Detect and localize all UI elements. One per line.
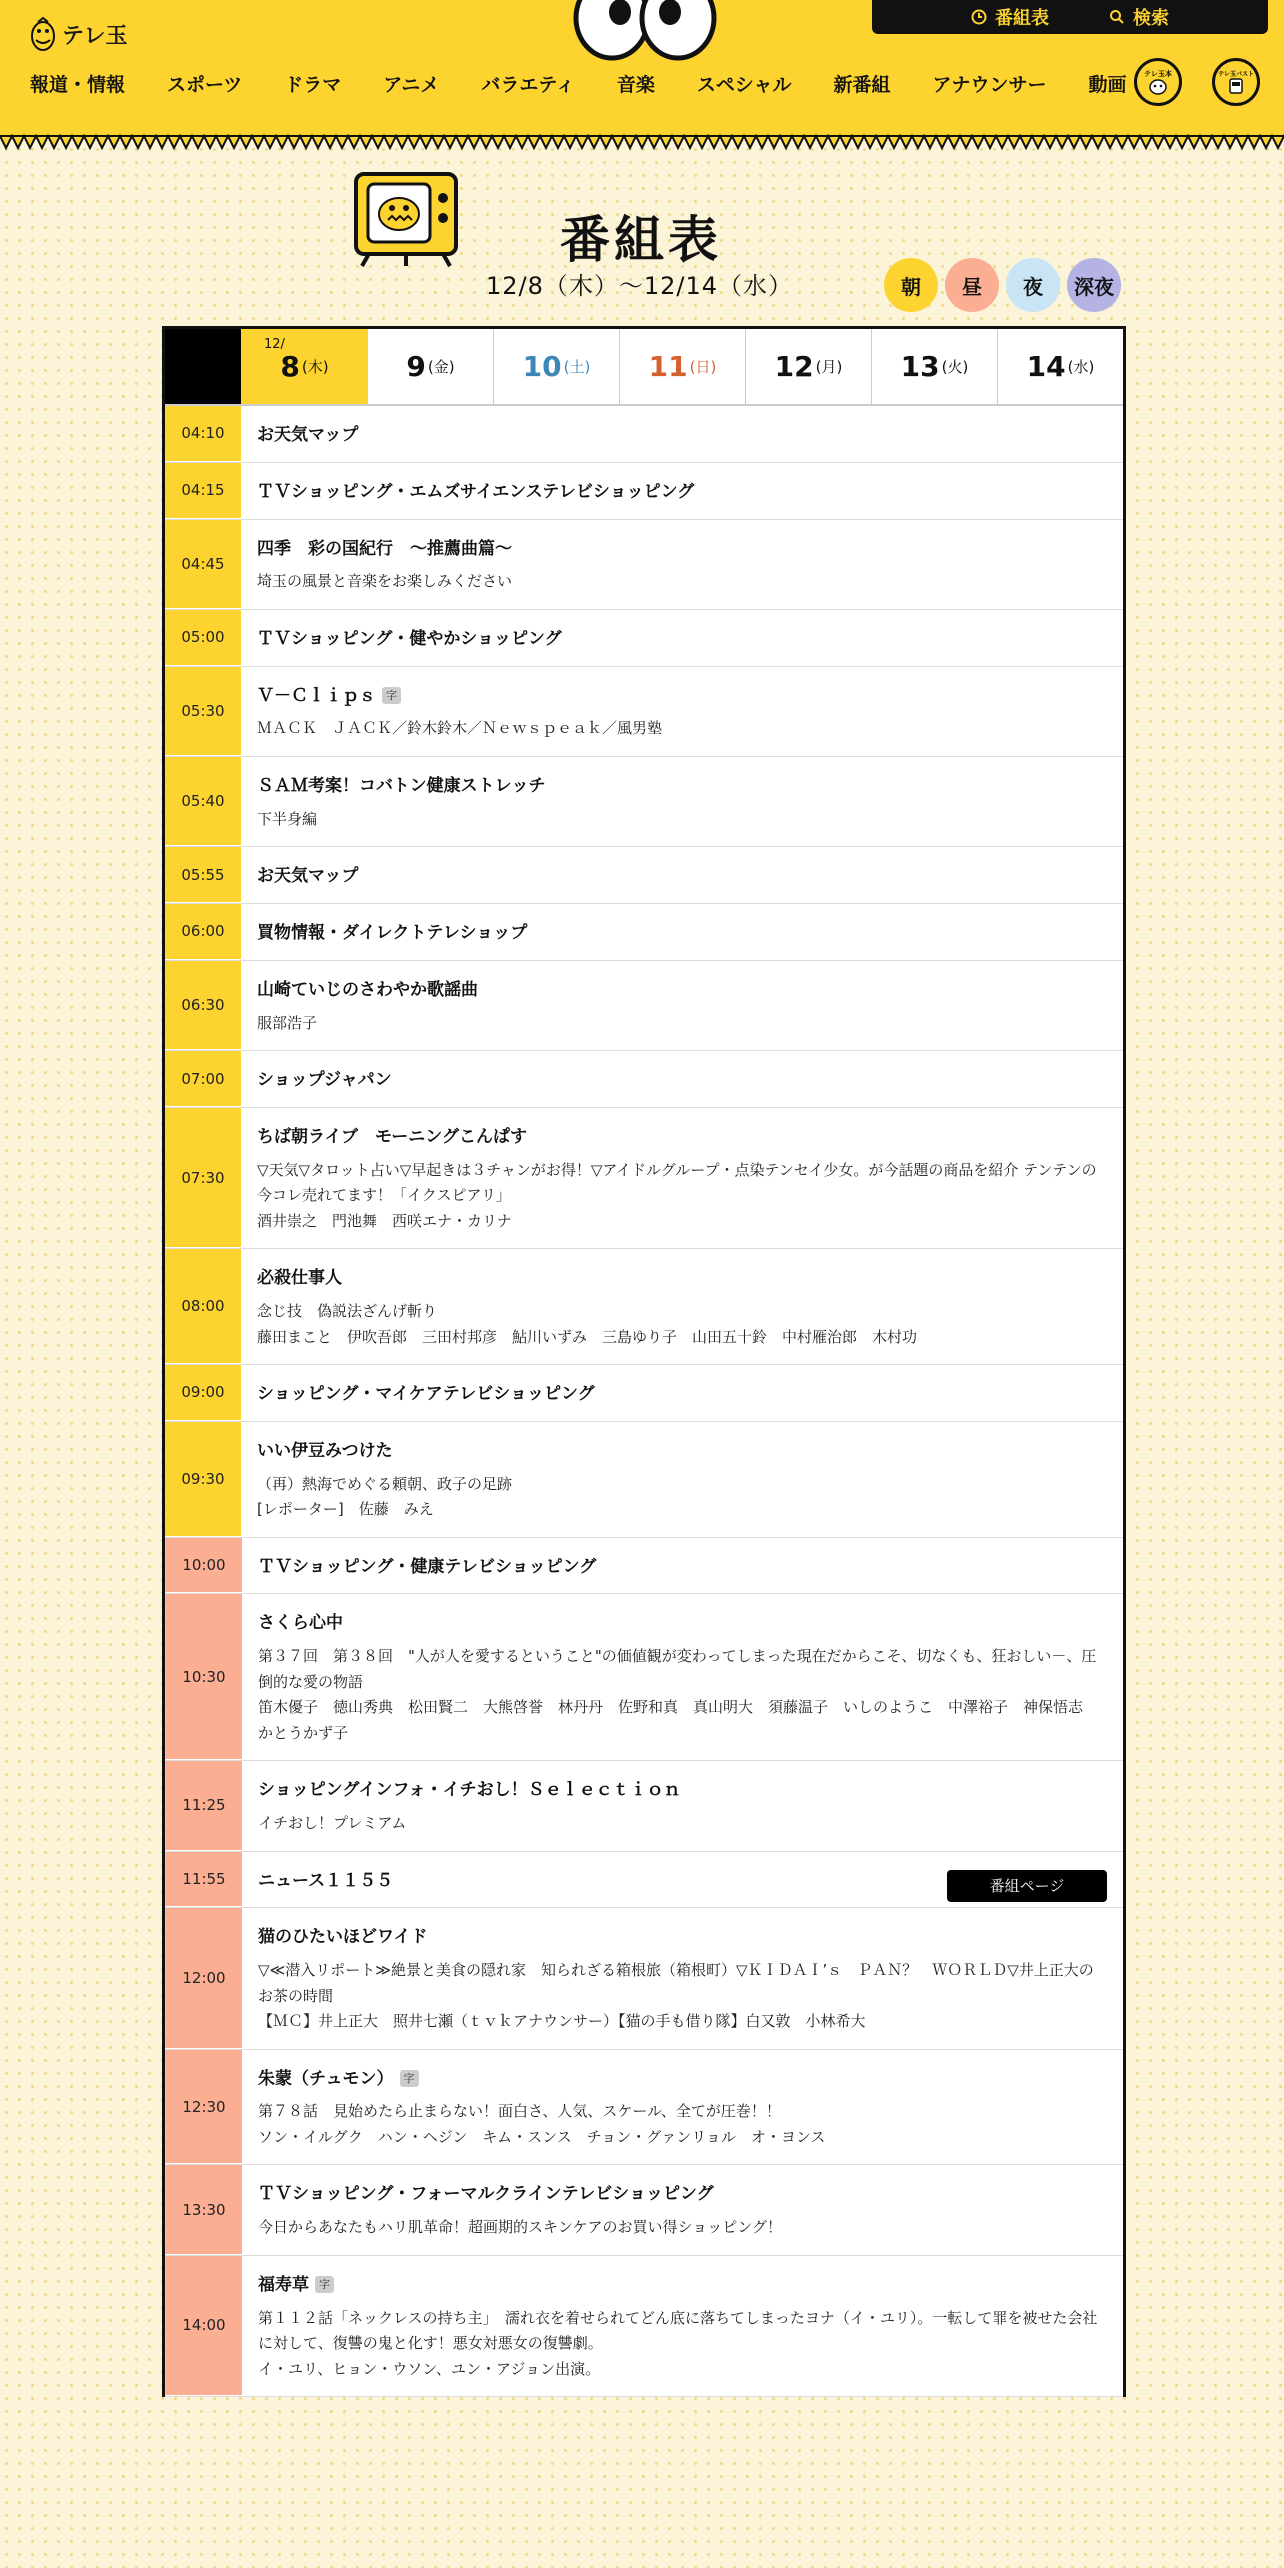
- program-title[interactable]: [257, 979, 1107, 1003]
- logo-text: テレ玉: [62, 23, 128, 49]
- day-tab[interactable]: [367, 329, 493, 404]
- program-title[interactable]: [257, 1126, 1107, 1150]
- program-time: 07:30: [165, 1108, 241, 1248]
- program-title[interactable]: [257, 628, 1107, 652]
- program-description-line: 下半身編: [257, 809, 318, 828]
- program-title[interactable]: [258, 2068, 1107, 2092]
- program-row: [165, 2050, 1123, 2166]
- schedule-link-label: 番組表: [995, 8, 1049, 29]
- program-cell: [241, 406, 1123, 462]
- day-tab-weekday: (水): [1067, 358, 1095, 376]
- program-title[interactable]: [258, 1779, 1107, 1803]
- program-title[interactable]: [257, 922, 1107, 946]
- program-cell: [242, 2165, 1123, 2254]
- book-icon[interactable]: [1134, 58, 1182, 106]
- program-row: [165, 847, 1123, 904]
- program-title-text: 買物情報・ダイレクトテレショップ: [257, 923, 528, 944]
- program-title[interactable]: [258, 1556, 1107, 1580]
- program-description-line: イチおし！プレミアム: [258, 1814, 407, 1833]
- program-time: 06:30: [165, 961, 241, 1050]
- program-description-line: 念じ技 偽説法ざんげ斬り: [257, 1302, 438, 1321]
- program-row: [165, 1365, 1123, 1422]
- program-row: [165, 961, 1123, 1051]
- program-cell: [241, 757, 1123, 846]
- program-page-button[interactable]: 番組ページ: [947, 1870, 1107, 1902]
- program-cell: [242, 2256, 1123, 2396]
- mascot-eyes-icon: [570, 0, 720, 62]
- program-title-text: ＴＶショッピング・エムズサイエンステレビショッピング: [257, 481, 695, 502]
- program-description-line: ソン・イルグク ハン・ヘジン キム・スンス チョン・グァンリョル オ・ヨンス: [258, 2127, 826, 2146]
- day-tab-date: 9: [406, 350, 426, 383]
- program-time: 10:00: [165, 1538, 242, 1594]
- program-title[interactable]: [257, 865, 1107, 889]
- page-title: 番組表: [560, 211, 722, 269]
- program-title[interactable]: [258, 1612, 1107, 1636]
- program-description: [257, 807, 1107, 833]
- day-tab-month: 12/: [264, 337, 285, 352]
- program-cell: [241, 1365, 1123, 1421]
- program-row: [165, 610, 1123, 667]
- search-icon: [1109, 9, 1125, 25]
- program-time: 06:00: [165, 904, 241, 960]
- program-time: 10:30: [165, 1594, 242, 1760]
- svg-text:テレ玉本: テレ玉本: [1144, 70, 1172, 78]
- program-title[interactable]: [257, 424, 1107, 448]
- subtitle-badge: 字: [315, 2276, 334, 2293]
- program-time: 05:55: [165, 847, 241, 903]
- program-time: 11:55: [165, 1852, 242, 1908]
- program-title-text: ＴＶショッピング・フォーマルクラインテレビショッピング: [258, 2184, 714, 2205]
- program-time: 04:15: [165, 463, 241, 519]
- program-row: [165, 1249, 1123, 1365]
- nav-anime[interactable]: アニメ: [383, 74, 440, 96]
- program-time: 05:40: [165, 757, 241, 846]
- program-row: [165, 1908, 1123, 2049]
- program-description: [257, 1158, 1107, 1235]
- program-row: [165, 463, 1123, 520]
- program-description-line: [レポーター] 佐藤 みえ: [257, 1500, 434, 1519]
- program-title-text: ショップジャパン: [257, 1070, 392, 1091]
- program-time: 12:30: [165, 2050, 242, 2165]
- nav-drama[interactable]: ドラマ: [284, 74, 342, 96]
- tv-mascot-icon: [352, 168, 460, 268]
- mascot-icon: [30, 16, 56, 52]
- program-row: [165, 406, 1123, 463]
- program-title-text: 必殺仕事人: [257, 1268, 342, 1289]
- program-cell: [241, 1051, 1123, 1107]
- nav-special[interactable]: スペシャル: [696, 74, 792, 96]
- program-description-line: 藤田まこと 伊吹吾郎 三田村邦彦 鮎川いずみ 三島ゆり子 山田五十鈴 中村雁治郎 木村功: [257, 1327, 918, 1346]
- program-description-line: 笛木優子 徳山秀典 松田賢二 大熊啓誉 林丹丹 佐野和真 真山明大 須藤温子 いしのようこ 中澤裕子 神保悟志 かとうかず子: [258, 1698, 1099, 1742]
- program-description-line: 酒井崇之 門池舞 西咲エナ・カリナ: [257, 1211, 512, 1230]
- program-title[interactable]: [257, 481, 1107, 505]
- tod-noon-button[interactable]: 昼: [945, 258, 999, 312]
- program-description-line: 埼玉の風景と音楽をお楽しみください: [257, 572, 513, 591]
- program-description: [257, 569, 1107, 595]
- program-row: [165, 1538, 1123, 1595]
- program-cell: [241, 667, 1123, 756]
- program-cell: [242, 1538, 1123, 1594]
- tod-night-button[interactable]: 夜: [1006, 258, 1060, 312]
- program-row: [165, 1108, 1123, 1249]
- program-title-text: Ｖ－Ｃｌｉｐｓ: [257, 685, 376, 706]
- tod-morning-button[interactable]: 朝: [884, 258, 938, 312]
- program-cell: [242, 1852, 1123, 1908]
- day-tab-date: 12: [774, 350, 814, 383]
- program-description-line: ▽≪潜入リポート≫絶景と美食の隠れ家 知られざる箱根旅（箱根町）▽ＫＩＤＡＩ’ｓ ＰＡＮ？ ＷＯＲＬＤ▽井上正大のお茶の時間: [258, 1961, 1094, 2005]
- program-title[interactable]: [257, 1267, 1107, 1291]
- program-description: [257, 716, 1107, 742]
- nav-new-programs[interactable]: 新番組: [833, 74, 891, 96]
- program-description-line: 第３７回 第３８回 "人が人を愛するということ"の価値観が変わってしまった現在だからこそ、切なくも、狂おしい－、圧倒的な愛の物語: [258, 1647, 1097, 1691]
- program-time: 04:45: [165, 520, 241, 609]
- program-cell: [241, 904, 1123, 960]
- program-title-text: ＳＡＭ考案！コバトン健康ストレッチ: [257, 775, 546, 796]
- program-cell: [241, 463, 1123, 519]
- program-description: [257, 1011, 1107, 1037]
- day-tabs-corner: [165, 329, 241, 404]
- program-time: 09:00: [165, 1365, 241, 1421]
- program-cell: [241, 847, 1123, 903]
- program-description: [258, 2306, 1107, 2383]
- program-cell: [242, 1761, 1123, 1850]
- program-time: 13:30: [165, 2165, 242, 2254]
- program-description: [258, 1811, 1107, 1837]
- header-zigzag: [0, 136, 1284, 150]
- nav-music[interactable]: 音楽: [616, 74, 655, 96]
- day-tab[interactable]: [619, 329, 745, 404]
- day-tab-weekday: (月): [815, 358, 843, 376]
- program-description-line: ＭＡＣＫ ＪＡＣＫ／鈴木鈴木／Ｎｅｗｓｐｅａｋ／風男塾: [257, 719, 663, 738]
- program-description-line: 第１１２話「ネックレスの持ち主」 濡れ衣を着せられてどん底に落ちてしまったヨナ（イ・ユリ）。一転して罪を被せた会社に対して、復讐の鬼と化す！悪女対悪女の復讐劇。: [258, 2308, 1098, 2353]
- program-row: [165, 520, 1123, 610]
- program-time: 11:25: [165, 1761, 242, 1850]
- day-tab-weekday: (木): [301, 358, 329, 376]
- program-row: [165, 1422, 1123, 1538]
- site-logo[interactable]: [30, 16, 128, 52]
- day-tab-weekday: (日): [689, 358, 717, 376]
- program-title[interactable]: [258, 2183, 1107, 2207]
- program-title-text: お天気マップ: [257, 866, 359, 887]
- program-description-line: 今日からあなたもハリ肌革命！超画期的スキンケアのお買い得ショッピング！: [258, 2218, 782, 2237]
- program-time: 14:00: [165, 2256, 242, 2396]
- program-title-text: お天気マップ: [257, 425, 359, 445]
- program-description-line: （再）熱海でめぐる頼朝、政子の足跡: [257, 1474, 513, 1493]
- program-title[interactable]: [257, 538, 1107, 562]
- svg-text:テレ玉バスト: テレ玉バスト: [1218, 71, 1254, 78]
- day-tab-weekday: (火): [941, 358, 969, 376]
- program-description-line: イ・ユリ、ヒョン・ウソン、ユン・アジョン出演。: [258, 2359, 601, 2378]
- program-time: 05:30: [165, 667, 241, 756]
- nav-announcer[interactable]: アナウンサー: [932, 74, 1047, 96]
- schedule-link[interactable]: [971, 4, 1049, 30]
- program-cell: [241, 520, 1123, 609]
- day-tab[interactable]: [241, 329, 367, 404]
- nav-news[interactable]: 報道・情報: [30, 74, 126, 96]
- subtitle-badge: 字: [382, 687, 401, 704]
- program-title[interactable]: [257, 775, 1107, 799]
- nav-video[interactable]: 動画: [1088, 74, 1127, 96]
- program-title-text: 山崎ていじのさわやか歌謡曲: [257, 979, 478, 1000]
- program-cell: [241, 961, 1123, 1050]
- program-title-text: ニュース１１５５: [258, 1870, 394, 1891]
- program-description-line: 服部浩子: [257, 1013, 318, 1032]
- program-cell: [241, 1249, 1123, 1364]
- program-description: [258, 2099, 1107, 2150]
- day-tab-date: 11: [648, 350, 688, 383]
- program-description: [257, 1299, 1107, 1350]
- program-description: [258, 1958, 1107, 2035]
- program-title[interactable]: [258, 2274, 1107, 2298]
- program-title[interactable]: [257, 1440, 1107, 1464]
- subtitle-badge: 字: [400, 2070, 419, 2087]
- program-title-text: ＴＶショッピング・健やかショッピング: [257, 628, 562, 649]
- program-cell: [242, 1594, 1123, 1760]
- program-cell: [242, 2050, 1123, 2165]
- bus-icon[interactable]: [1212, 58, 1260, 106]
- schedule-table: [162, 326, 1126, 2397]
- program-title-text: 猫のひたいほどワイド: [258, 1927, 428, 1948]
- program-row: [165, 1761, 1123, 1851]
- day-tab-date: 13: [900, 350, 940, 383]
- main-nav: [30, 70, 1169, 97]
- program-cell: [241, 1108, 1123, 1248]
- nav-sports[interactable]: スポーツ: [167, 74, 243, 96]
- tod-latenight-button[interactable]: 深夜: [1067, 258, 1121, 312]
- program-time: 07:00: [165, 1051, 241, 1107]
- program-title-text: 四季 彩の国紀行 ～推薦曲篇～: [257, 538, 512, 559]
- program-description-line: ▽天気▽タロット占い▽早起きは３チャンがお得！▽アイドルグループ・点染テンセイ少女。が今話題の商品を紹介 テンテンの今コレ売れてます！「イクスピアリ」: [257, 1160, 1097, 1205]
- program-title-text: 福寿草: [258, 2274, 309, 2295]
- program-description: [258, 1644, 1107, 1746]
- program-time: 08:00: [165, 1249, 241, 1364]
- program-time: 04:10: [165, 406, 241, 462]
- day-tab[interactable]: [997, 329, 1123, 404]
- program-title-text: ちば朝ライブ モーニングこんぱす: [257, 1126, 527, 1147]
- nav-icons: [1134, 58, 1260, 106]
- program-row: [165, 1594, 1123, 1761]
- day-tab-weekday: (金): [427, 358, 455, 376]
- nav-variety[interactable]: バラエティ: [481, 74, 575, 96]
- date-range: 12/8（木）〜12/14（水）: [486, 272, 794, 300]
- day-tabs: [165, 329, 1123, 406]
- program-title-text: いい伊豆みつけた: [257, 1440, 393, 1461]
- program-list: [165, 406, 1123, 2397]
- program-row: [165, 757, 1123, 847]
- program-title-text: ショッピング・マイケアテレビショッピング: [257, 1384, 595, 1405]
- day-tab-date: 14: [1026, 350, 1066, 383]
- program-cell: [241, 610, 1123, 666]
- program-title-text: ショッピングインフォ・イチおし！Ｓｅｌｅｃｔｉｏｎ: [258, 1780, 681, 1801]
- program-description: [258, 2215, 1107, 2241]
- day-tab-weekday: (土): [563, 358, 591, 376]
- program-time: 09:30: [165, 1422, 241, 1537]
- program-title-text: ＴＶショッピング・健康テレビショッピング: [258, 1556, 597, 1577]
- program-time: 12:00: [165, 1908, 242, 2048]
- day-tab-date: 8: [280, 350, 300, 383]
- top-bar: [872, 0, 1268, 34]
- program-title-text: さくら心中: [258, 1613, 343, 1634]
- search-link-label: 検索: [1133, 8, 1169, 29]
- program-row: [165, 2256, 1123, 2397]
- program-title[interactable]: [258, 1926, 1107, 1950]
- program-row: [165, 904, 1123, 961]
- program-description: [257, 1472, 1107, 1523]
- day-tab-date: 10: [522, 350, 562, 383]
- program-description-line: 第７８話 見始めたら止まらない！面白さ、人気、スケール、全てが圧巻！！: [258, 2102, 781, 2121]
- search-link[interactable]: [1109, 4, 1169, 30]
- day-tab[interactable]: [871, 329, 997, 404]
- program-row: [165, 1051, 1123, 1108]
- program-title[interactable]: [257, 685, 1107, 709]
- program-cell: [242, 1908, 1123, 2048]
- program-title[interactable]: [257, 1069, 1107, 1093]
- program-row: [165, 1852, 1123, 1909]
- program-title-text: 朱蒙（チュモン）: [258, 2068, 394, 2089]
- day-tab[interactable]: [745, 329, 871, 404]
- program-title[interactable]: [257, 1383, 1107, 1407]
- site-header: [0, 0, 1284, 138]
- program-row: [165, 667, 1123, 757]
- day-tab[interactable]: [493, 329, 619, 404]
- program-row: [165, 2165, 1123, 2255]
- program-description-line: 【ＭＣ】井上正大 照井七瀬（ｔｖｋアナウンサー）【猫の手も借り隊】白又敦 小林希大: [258, 2012, 866, 2031]
- program-time: 05:00: [165, 610, 241, 666]
- clock-icon: [971, 9, 987, 25]
- program-cell: [241, 1422, 1123, 1537]
